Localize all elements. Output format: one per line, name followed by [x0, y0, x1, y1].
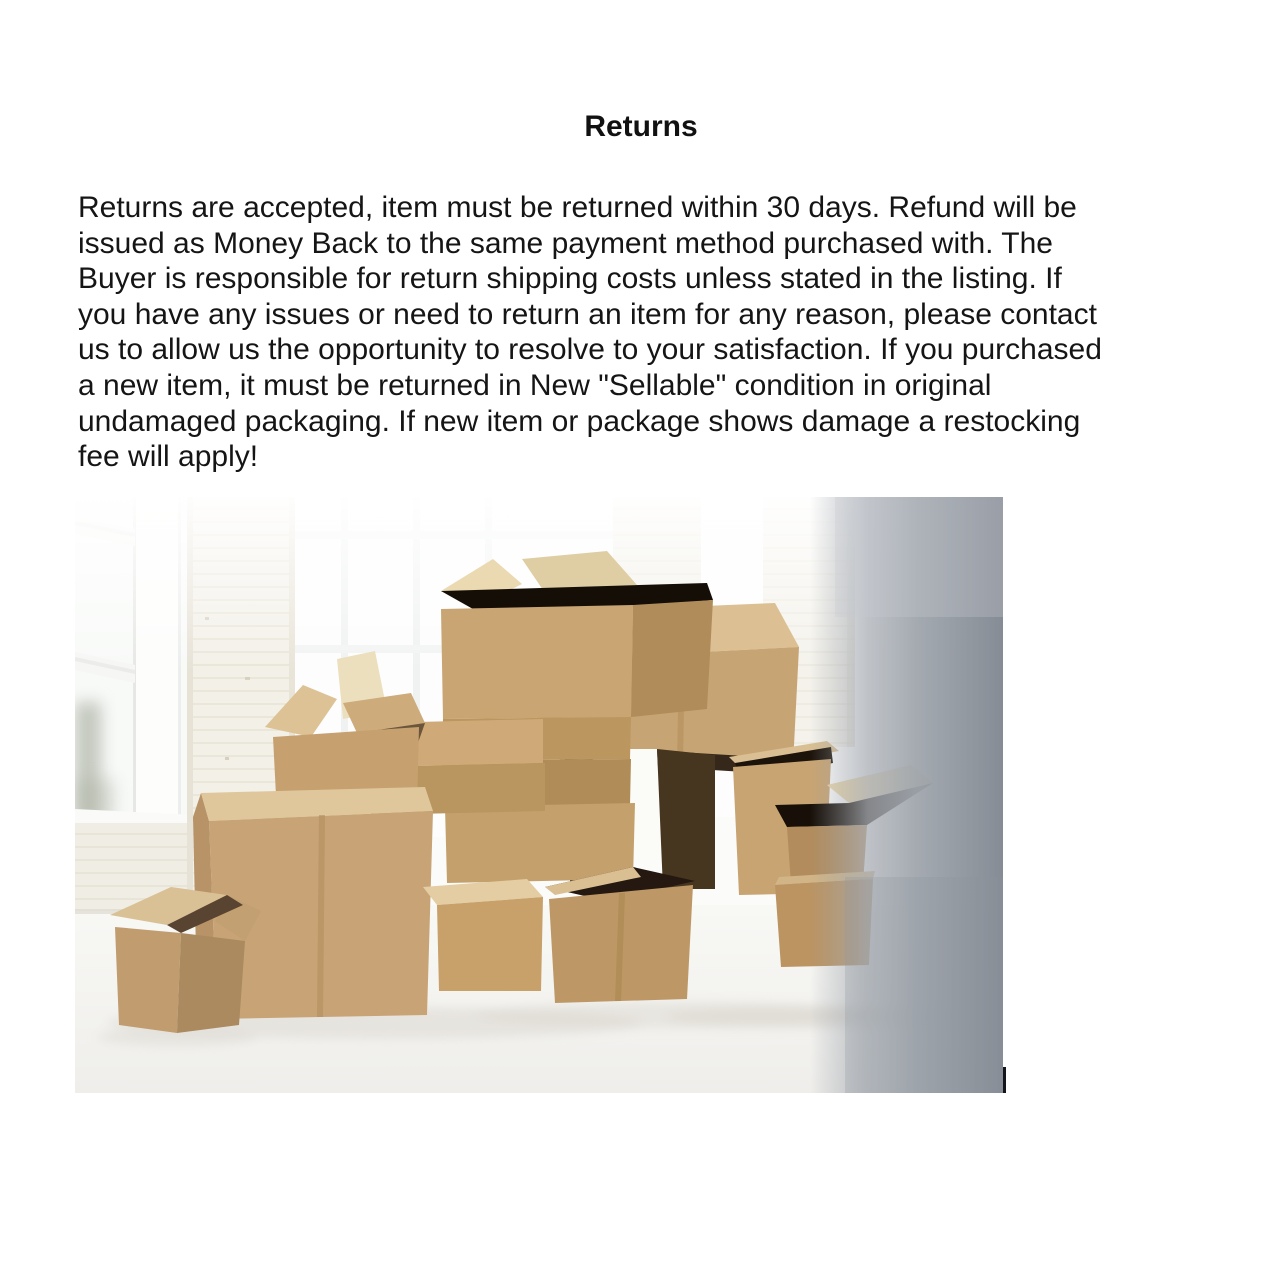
policy-line: us to allow us the opportunity to resolve to your satisfaction. If you purchased: [78, 333, 1102, 367]
moving-boxes-photo: [75, 497, 1003, 1093]
returns-policy-text: [78, 190, 1102, 475]
policy-line: Buyer is responsible for return shipping costs unless stated in the listing. If: [78, 262, 1062, 296]
policy-line: a new item, it must be returned in New "Sellable" condition in original: [78, 368, 992, 402]
photo-canvas: [75, 497, 1003, 1093]
policy-line: issued as Money Back to the same payment method purchased with. The: [78, 226, 1053, 260]
policy-line: fee will apply!: [78, 440, 259, 474]
policy-line: you have any issues or need to return an item for any reason, please contact: [78, 297, 1097, 331]
policy-line: Returns are accepted, item must be returned within 30 days. Refund will be: [78, 191, 1077, 224]
policy-line: undamaged packaging. If new item or package shows damage a restocking: [78, 404, 1081, 438]
text-cursor: [1003, 1067, 1006, 1093]
page-title: Returns: [584, 110, 698, 143]
blurred-gray-wall: [810, 497, 1003, 1093]
